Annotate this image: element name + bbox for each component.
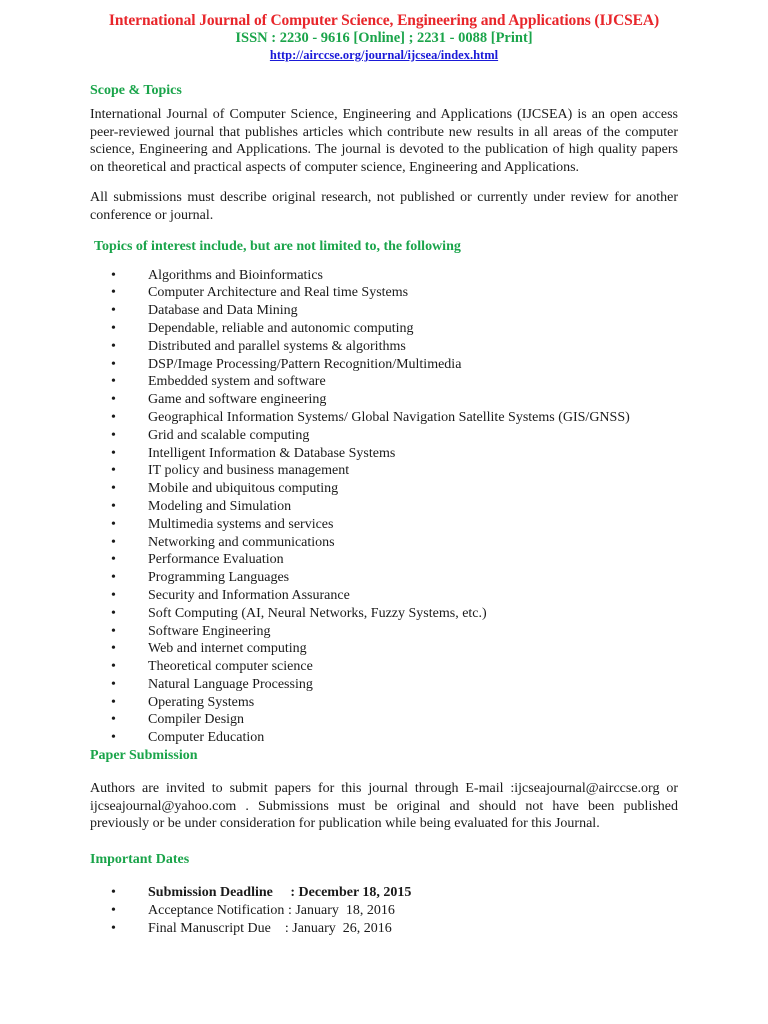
journal-header	[90, 11, 678, 64]
bullet-icon: •	[111, 392, 116, 408]
topic-list-item	[90, 427, 678, 445]
date-value: January 18, 2016	[295, 903, 395, 919]
date-separator: :	[270, 921, 293, 937]
date-separator: :	[284, 903, 296, 919]
important-dates-list	[90, 884, 678, 939]
topic-list-item	[90, 445, 678, 463]
topic-label: Mobile and ubiquitous computing	[148, 481, 339, 497]
topic-label: Security and Information Assurance	[148, 587, 350, 603]
topic-list-item	[90, 534, 678, 552]
bullet-icon: •	[111, 409, 116, 425]
bullet-icon: •	[111, 267, 116, 283]
topic-list-item	[90, 551, 678, 569]
topic-list-item	[90, 587, 678, 605]
topic-label: Compiler Design	[148, 712, 245, 728]
topics-list	[90, 267, 678, 748]
topic-list-item	[90, 480, 678, 498]
topic-list-item	[90, 694, 678, 712]
bullet-icon: •	[111, 463, 116, 479]
topic-label: Operating Systems	[148, 694, 255, 710]
topic-label: Geographical Information Systems/ Global Navigation Satellite Systems (GIS/GNSS)	[148, 409, 630, 425]
topic-label: Distributed and parallel systems & algorithms	[148, 338, 406, 354]
topic-label: Modeling and Simulation	[148, 498, 292, 514]
topic-list-item	[90, 320, 678, 338]
bullet-icon: •	[111, 921, 116, 937]
paper-submission-heading: Paper Submission	[90, 748, 198, 764]
date-entry	[148, 921, 392, 936]
topic-label: Algorithms and Bioinformatics	[148, 267, 323, 283]
topic-label: Multimedia systems and services	[148, 516, 334, 532]
topic-label: Computer Architecture and Real time Systems	[148, 285, 409, 301]
scope-paragraph-1: International Journal of Computer Science, Engineering and Applications (IJCSEA) is an open access peer-reviewed journal that publishes articles which contribute new results in all areas of the computer science, Engineering and Applications. The journal is devoted to the publication of high quality papers on theoretical and practical aspects of computer science, Engineering and Applications.	[90, 107, 678, 175]
date-separator: :	[272, 884, 299, 900]
topic-label: Embedded system and software	[148, 374, 326, 390]
topic-list-item	[90, 462, 678, 480]
topic-label: Theoretical computer science	[148, 659, 313, 675]
bullet-icon: •	[111, 570, 116, 586]
bullet-icon: •	[111, 884, 116, 900]
topic-list-item	[90, 267, 678, 285]
bullet-icon: •	[111, 516, 116, 532]
important-dates-heading: Important Dates	[90, 851, 190, 867]
topic-label: Database and Data Mining	[148, 303, 298, 319]
date-list-item	[90, 920, 678, 938]
date-entry	[148, 885, 411, 900]
bullet-icon: •	[111, 623, 116, 639]
topic-label: Grid and scalable computing	[148, 427, 310, 443]
bullet-icon: •	[111, 730, 116, 746]
topic-label: Computer Education	[148, 730, 265, 746]
bullet-icon: •	[111, 641, 116, 657]
topic-label: Game and software engineering	[148, 392, 327, 408]
topic-label: Performance Evaluation	[148, 552, 284, 568]
bullet-icon: •	[111, 552, 116, 568]
bullet-icon: •	[111, 285, 116, 301]
scope-heading: Scope & Topics	[90, 83, 182, 98]
date-label: Acceptance Notification	[148, 903, 285, 919]
topic-list-item	[90, 409, 678, 427]
bullet-icon: •	[111, 338, 116, 354]
topic-label: Soft Computing (AI, Neural Networks, Fuzzy Systems, etc.)	[148, 605, 487, 621]
journal-url-link[interactable]: http://airccse.org/journal/ijcsea/index.html	[269, 48, 499, 62]
topic-label: Intelligent Information & Database Systems	[148, 445, 396, 461]
topics-heading: Topics of interest include, but are not limited to, the following	[94, 238, 461, 254]
topic-list-item	[90, 516, 678, 534]
topic-label: Natural Language Processing	[148, 676, 313, 692]
journal-issn: ISSN : 2230 - 9616 [Online] ; 2231 - 0088 [Print]	[235, 30, 533, 46]
topic-list-item	[90, 284, 678, 302]
date-label: Submission Deadline	[148, 884, 273, 900]
topic-label: Dependable, reliable and autonomic computing	[148, 320, 414, 336]
topic-list-item	[90, 623, 678, 641]
date-label: Final Manuscript Due	[148, 921, 271, 937]
bullet-icon: •	[111, 356, 116, 372]
bullet-icon: •	[111, 605, 116, 621]
date-entry	[148, 903, 395, 918]
scope-paragraph-2: All submissions must describe original research, not published or currently under review for another conference or journal.	[90, 190, 678, 223]
topic-list-item	[90, 676, 678, 694]
date-list-item	[90, 902, 678, 920]
bullet-icon: •	[111, 427, 116, 443]
topic-list-item	[90, 711, 678, 729]
bullet-icon: •	[111, 534, 116, 550]
topic-list-item	[90, 302, 678, 320]
topic-list-item	[90, 338, 678, 356]
date-value: December 18, 2015	[298, 884, 412, 900]
topic-list-item	[90, 605, 678, 623]
topic-list-item	[90, 658, 678, 676]
topic-label: Software Engineering	[148, 623, 271, 639]
journal-title: International Journal of Computer Science, Engineering and Applications (IJCSEA)	[108, 12, 660, 29]
topic-list-item	[90, 498, 678, 516]
topic-label: IT policy and business management	[148, 463, 350, 479]
bullet-icon: •	[111, 676, 116, 692]
topic-list-item	[90, 569, 678, 587]
topic-list-item	[90, 373, 678, 391]
topic-label: DSP/Image Processing/Pattern Recognition/Multimedia	[148, 356, 462, 372]
date-list-item	[90, 884, 678, 902]
bullet-icon: •	[111, 903, 116, 919]
topic-list-item	[90, 729, 678, 747]
bullet-icon: •	[111, 374, 116, 390]
date-value: January 26, 2016	[292, 921, 392, 937]
bullet-icon: •	[111, 587, 116, 603]
bullet-icon: •	[111, 303, 116, 319]
bullet-icon: •	[111, 694, 116, 710]
bullet-icon: •	[111, 498, 116, 514]
bullet-icon: •	[111, 659, 116, 675]
bullet-icon: •	[111, 445, 116, 461]
topic-label: Web and internet computing	[148, 641, 307, 657]
topic-list-item	[90, 356, 678, 374]
bullet-icon: •	[111, 712, 116, 728]
topic-label: Programming Languages	[148, 570, 290, 586]
bullet-icon: •	[111, 481, 116, 497]
topic-label: Networking and communications	[148, 534, 335, 550]
paper-submission-paragraph: Authors are invited to submit papers for this journal through E-mail :ijcseajournal@airccse.org or ijcseajournal@yahoo.com . Submissions must be original and should not have been published previously or be under consideration for publication while being evaluated for this Journal.	[90, 781, 678, 832]
topic-list-item	[90, 391, 678, 409]
topic-list-item	[90, 640, 678, 658]
bullet-icon: •	[111, 320, 116, 336]
